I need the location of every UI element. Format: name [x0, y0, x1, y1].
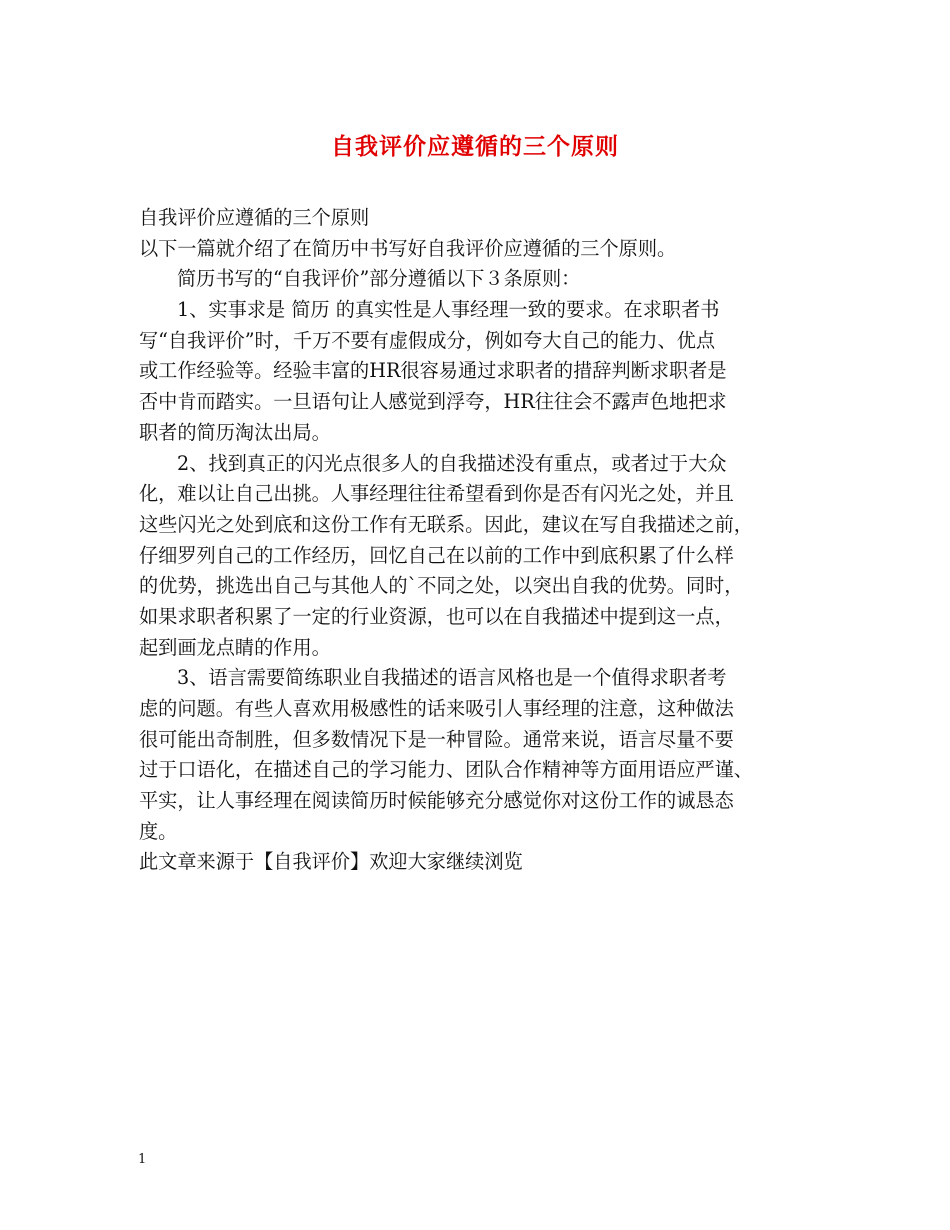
body-line: 这些闪光之处到底和这份工作有无联系。因此，建议在写自我描述之前， [139, 512, 753, 536]
page-number: 1 [138, 1152, 147, 1167]
body-line: 化，难以让自己出挑。人事经理往往希望看到你是否有闪光之处，并且 [139, 482, 734, 506]
document-body [139, 203, 829, 878]
body-line: 以下一篇就介绍了在简历中书写好自我评价应遵循的三个原则。 [139, 236, 677, 260]
body-line: 虑的问题。有些人喜欢用极感性的话来吸引人事经理的注意，这种做法 [139, 697, 734, 720]
body-line: 很可能出奇制胜，但多数情况下是一种冒险。通常来说，语言尽量不要 [139, 727, 734, 751]
body-line: 平实，让人事经理在阅读简历时候能够充分感觉你对这份工作的诚恳态 [139, 789, 734, 813]
body-line: 1、实事求是 简历 的真实性是人事经理一致的要求。在求职者书 [177, 298, 720, 322]
body-line: 如果求职者积累了一定的行业资源，也可以在自我描述中提到这一点， [139, 604, 734, 628]
body-line: 的优势，挑选出自己与其他人的`不同之处，以突出自我的优势。同时， [139, 574, 744, 598]
body-line: 仔细罗列自己的工作经历，回忆自己在以前的工作中到底积累了什么样 [139, 543, 734, 567]
body-line: 职者的简历淘汰出局。 [139, 420, 331, 444]
body-line: 自我评价应遵循的三个原则 [139, 206, 370, 229]
document-title: 自我评价应遵循的三个原则 [331, 133, 619, 160]
body-line: 3、语言需要简练职业自我描述的语言风格也是一个值得求职者考 [177, 666, 727, 690]
body-line: 简历书写的“自我评价”部分遵循以下３条原则： [177, 267, 581, 291]
body-line: 此文章来源于【自我评价】欢迎大家继续浏览 [139, 850, 523, 874]
body-line: 或工作经验等。经验丰富的HR很容易通过求职者的措辞判断求职者是 [139, 359, 727, 383]
body-line: 否中肯而踏实。一旦语句让人感觉到浮夸，HR往往会不露声色地把求 [139, 390, 727, 414]
body-line: 2、找到真正的闪光点很多人的自我描述没有重点，或者过于大众 [177, 451, 727, 475]
body-line: 过于口语化，在描述自己的学习能力、团队合作精神等方面用语应严谨、 [139, 758, 753, 782]
body-line: 写“自我评价”时，千万不要有虚假成分，例如夸大自己的能力、优点 [139, 328, 716, 352]
body-line: 度。 [139, 819, 178, 843]
body-line: 起到画龙点睛的作用。 [139, 635, 331, 659]
